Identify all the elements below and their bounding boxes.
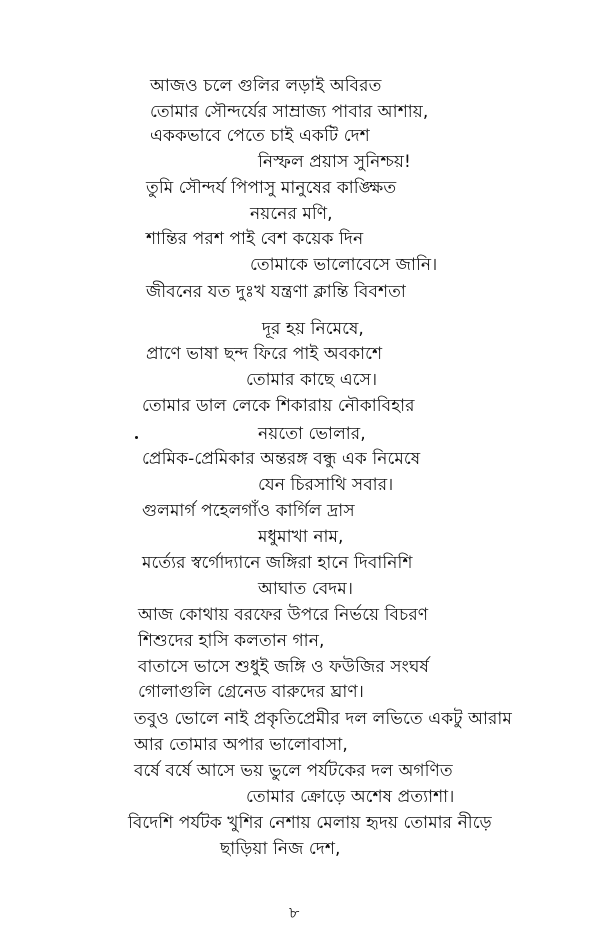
page-number: ৮	[289, 903, 300, 922]
poem-line-19: মর্ত্যের স্বর্গোদ্যানে জঙ্গিরা হানে দিবানিশি	[142, 553, 413, 573]
poem-line-27: বর্ষে বর্ষে আসে ভয় ভুলে পর্যটকের দল অগণিত	[134, 761, 453, 781]
poem-line-3: এককভাবে পেতে চাই একটি দেশ	[150, 126, 370, 146]
poem-line-30: ছাড়িয়া নিজ দেশ,	[220, 839, 341, 859]
poem-line-26: আর তোমার অপার ভালোবাসা,	[134, 735, 348, 755]
poem-line-6: নয়নের মণি,	[250, 204, 333, 224]
poem-line-12: তোমার কাছে এসে।	[246, 370, 378, 390]
poem-line-13: তোমার ডাল লেকে শিকারায় নৌকাবিহার	[142, 396, 415, 416]
poem-line-20: আঘাত বেদম।	[258, 579, 354, 599]
poem-line-18: মধুমাখা নাম,	[258, 527, 344, 547]
poem-line-9: জীবনের যত দুঃখ যন্ত্রণা ক্লান্তি বিবশতা	[146, 282, 406, 302]
poem-line-1: আজও চলে গুলির লড়াই অবিরত	[150, 76, 382, 96]
poem-line-16: যেন চিরসাথি সবার।	[258, 475, 394, 495]
stray-mark	[135, 436, 138, 439]
poem-line-17: গুলমার্গ পহেলগাঁও কার্গিল দ্রাস	[142, 501, 355, 521]
poem-line-22: শিশুদের হাসি কলতান গান,	[138, 631, 325, 651]
poem-line-29: বিদেশি পর্যটক খুশির নেশায় মেলায় হৃদয় তোমার নীড়ে	[128, 813, 492, 833]
poem-line-5: তুমি সৌন্দর্য পিপাসু মানুষের কাঙ্ক্ষিত	[146, 178, 397, 198]
poem-line-8: তোমাকে ভালোবেসে জানি।	[250, 255, 438, 275]
poem-line-21: আজ কোথায় বরফের উপরে নির্ভয়ে বিচরণ	[138, 605, 429, 625]
poem-line-28: তোমার ক্রোড়ে অশেষ প্রত্যাশা।	[246, 787, 455, 807]
poem-line-14: নয়তো ভোলার,	[258, 424, 366, 444]
poem-line-10: দূর হয় নিমেষে,	[262, 319, 364, 339]
poem-line-23: বাতাসে ভাসে শুধুই জঙ্গি ও ফউজির সংঘর্ষ	[138, 657, 429, 677]
poem-line-25: তবুও ভোলে নাই প্রকৃতিপ্রেমীর দল লভিতে একটু আরাম	[134, 709, 512, 729]
poem-line-2: তোমার সৌন্দর্যের সাম্রাজ্য পাবার আশায়,	[150, 102, 429, 122]
poem-line-15: প্রেমিক-প্রেমিকার অন্তরঙ্গ বন্ধু এক নিমেষে	[142, 449, 421, 469]
poem-line-11: প্রাণে ভাষা ছন্দ ফিরে পাই অবকাশে	[146, 344, 383, 364]
poem-line-24: গোলাগুলি গ্রেনেড বারুদের ঘ্রাণ।	[138, 682, 364, 702]
poem-line-7: শান্তির পরশ পাই বেশ কয়েক দিন	[146, 229, 364, 249]
poem-line-4: নিস্ফল প্রয়াস সুনিশ্চয়!	[258, 152, 411, 172]
